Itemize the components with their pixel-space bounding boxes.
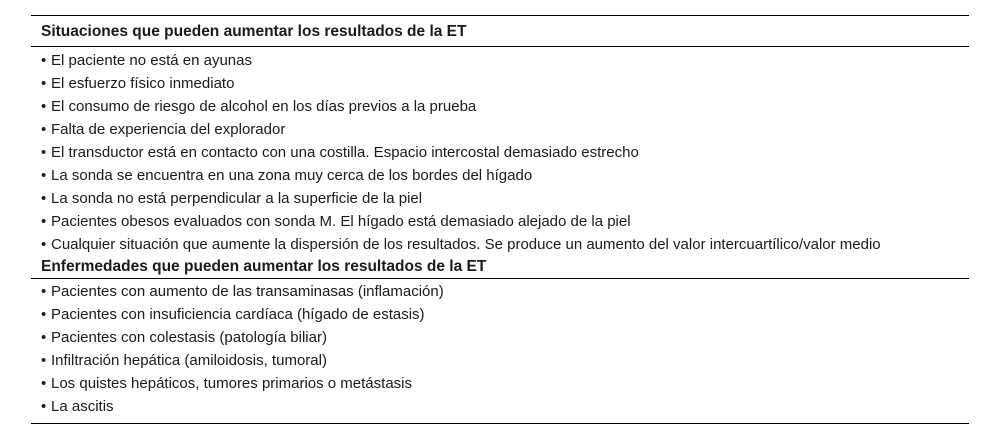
bullet-icon: •	[41, 283, 47, 300]
list-item	[31, 164, 969, 187]
bullet-icon: •	[41, 329, 47, 346]
list-item-text: Cualquier situación que aumente la dispersión de los resultados. Se produce un aumento del valor intercuartílico/valor medio	[51, 236, 881, 253]
bullet-icon: •	[41, 52, 47, 69]
bullet-icon: •	[41, 167, 47, 184]
list-item-text: Pacientes con colestasis (patología biliar)	[51, 329, 327, 346]
bullet-icon: •	[41, 98, 47, 115]
bullet-icon: •	[41, 121, 47, 138]
bullet-icon: •	[41, 75, 47, 92]
list-item	[31, 95, 969, 118]
section-header-situations: Situaciones que pueden aumentar los resultados de la ET	[31, 16, 969, 47]
list-item	[31, 72, 969, 95]
list-item-text: Los quistes hepáticos, tumores primarios o metástasis	[51, 375, 412, 392]
bullet-icon: •	[41, 144, 47, 161]
list-item	[31, 141, 969, 164]
bullet-icon: •	[41, 306, 47, 323]
et-factors-table	[31, 15, 969, 424]
diseases-list	[31, 279, 969, 423]
list-item-text: El esfuerzo físico inmediato	[51, 75, 235, 92]
bullet-icon: •	[41, 236, 47, 253]
list-item-text: La sonda no está perpendicular a la superficie de la piel	[51, 190, 423, 207]
list-item-text: El paciente no está en ayunas	[51, 52, 252, 69]
list-item	[31, 280, 969, 303]
list-item-text: Pacientes con aumento de las transaminasas (inflamación)	[51, 283, 444, 300]
bullet-icon: •	[41, 352, 47, 369]
situations-list	[31, 47, 969, 256]
list-item	[31, 210, 969, 233]
list-item-text: La sonda se encuentra en una zona muy cerca de los bordes del hígado	[51, 167, 533, 184]
bullet-icon: •	[41, 190, 47, 207]
list-item-text: Pacientes con insuficiencia cardíaca (hígado de estasis)	[51, 306, 425, 323]
list-item	[31, 326, 969, 349]
list-item	[31, 372, 969, 395]
list-item-text: Infiltración hepática (amiloidosis, tumoral)	[51, 352, 327, 369]
list-item	[31, 49, 969, 72]
list-item-text: La ascitis	[51, 398, 114, 415]
bullet-icon: •	[41, 213, 47, 230]
list-item	[31, 233, 969, 256]
list-item	[31, 118, 969, 141]
list-item	[31, 187, 969, 210]
list-item-text: El transductor está en contacto con una costilla. Espacio intercostal demasiado estrecho	[51, 144, 639, 161]
list-item-text: Pacientes obesos evaluados con sonda M. El hígado está demasiado alejado de la piel	[51, 213, 631, 230]
bullet-icon: •	[41, 375, 47, 392]
section-header-diseases: Enfermedades que pueden aumentar los resultados de la ET	[31, 256, 969, 279]
list-item	[31, 349, 969, 372]
list-item-text: Falta de experiencia del explorador	[51, 121, 286, 138]
list-item-text: El consumo de riesgo de alcohol en los días previos a la prueba	[51, 98, 477, 115]
list-item	[31, 395, 969, 418]
bullet-icon: •	[41, 398, 47, 415]
list-item	[31, 303, 969, 326]
